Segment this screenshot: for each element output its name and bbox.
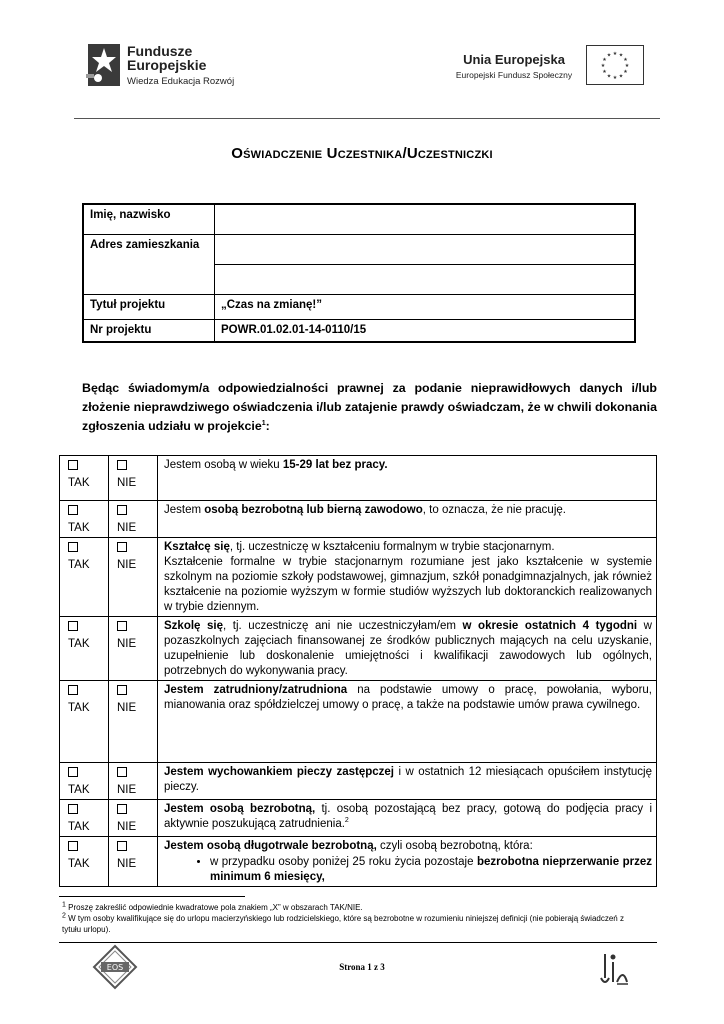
- declaration-text: Będąc świadomym/a odpowiedzialności prawnej za podanie nieprawidłowych danych i/lub złożenie nieprawdziwego oświadczenia i/lub zatajenie prawdy oświadczam, że w chwili dokonania zgłoszenia udziału w projekcie: [82, 381, 657, 433]
- nie-checkbox[interactable]: [117, 621, 127, 631]
- tak-label: TAK: [68, 522, 90, 534]
- tak-checkbox[interactable]: [68, 767, 78, 777]
- table-row: [60, 800, 657, 837]
- eos-logo-text: EOS: [106, 963, 124, 972]
- name-field[interactable]: [215, 204, 636, 234]
- svg-text:★: ★: [624, 63, 630, 69]
- statement-age: Jestem osobą w wieku 15-29 lat bez pracy.: [158, 456, 657, 501]
- table-row: [60, 763, 657, 800]
- table-row: [60, 538, 657, 617]
- organization-emblem-icon: [597, 948, 631, 990]
- nie-label: NIE: [117, 522, 137, 534]
- nie-label: NIE: [117, 477, 137, 489]
- tak-checkbox[interactable]: [68, 804, 78, 814]
- declaration-table: [59, 455, 657, 887]
- tak-checkbox[interactable]: [68, 841, 78, 851]
- name-label: Imię, nazwisko: [83, 204, 215, 234]
- statement-employed: Jestem zatrudniony/zatrudniona na podstawie umowy o pracę, powołania, wyboru, mianowania oraz spółdzielczej umowy o pracę, a także na podstawie umów prawa cywilnego.: [158, 681, 657, 763]
- fe-logo-title: Fundusze Europejskie: [127, 43, 207, 73]
- declaration-suffix: :: [265, 419, 270, 433]
- table-row: [60, 681, 657, 763]
- tak-label: TAK: [68, 821, 90, 833]
- statement-training: Szkolę się, tj. uczestniczę ani nie uczestniczyłam/em w okresie ostatnich 4 tygodni w pozaszkolnych zajęciach finansowanej ze środków publicznych mających na celu uzyskanie, uzupełnienie lub doskonalenie umiejętności i kwalifikacji zawodowych lub ogólnych, potrzebnych do wykonywania pracy.: [158, 617, 657, 681]
- nie-label: NIE: [117, 858, 137, 870]
- tak-label: TAK: [68, 559, 90, 571]
- tak-checkbox[interactable]: [68, 621, 78, 631]
- footnote-divider: [59, 896, 245, 897]
- nie-checkbox[interactable]: [117, 685, 127, 695]
- footer-divider: [59, 942, 657, 943]
- tak-label: TAK: [68, 477, 90, 489]
- nie-checkbox[interactable]: [117, 804, 127, 814]
- document-title: Oświadczenie Uczestnika/Uczestniczki: [231, 145, 493, 162]
- page-number: Strona 1 z 3: [339, 962, 385, 972]
- statement-foster-care: Jestem wychowankiem pieczy zastępczej i w ostatnich 12 miesiącach opuściłem instytucję pieczy.: [158, 763, 657, 800]
- nie-checkbox[interactable]: [117, 841, 127, 851]
- table-row: [60, 617, 657, 681]
- project-number-value: POWR.01.02.01-14-0110/15: [215, 319, 636, 342]
- project-title-value: „Czas na zmianę!”: [215, 294, 636, 319]
- eu-logo-subtitle: Europejski Fundusz Społeczny: [455, 70, 573, 80]
- declaration-paragraph: [82, 379, 657, 436]
- nie-checkbox[interactable]: [117, 505, 127, 515]
- address-field-2[interactable]: [215, 264, 636, 294]
- svg-text:★: ★: [612, 51, 618, 57]
- tak-checkbox[interactable]: [68, 460, 78, 470]
- footnote-ref-2: 2: [344, 817, 349, 825]
- nie-label: NIE: [117, 638, 137, 650]
- tak-label: TAK: [68, 702, 90, 714]
- header-divider: [74, 118, 660, 119]
- tak-label: TAK: [68, 858, 90, 870]
- nie-checkbox[interactable]: [117, 767, 127, 777]
- tak-label: TAK: [68, 638, 90, 650]
- svg-text:★: ★: [600, 63, 606, 69]
- fe-logo-subtitle: Wiedza Edukacja Rozwój: [127, 76, 235, 87]
- footnote-ref-1: 1: [261, 419, 266, 427]
- svg-text:★: ★: [618, 52, 624, 59]
- project-number-label: Nr projektu: [83, 319, 215, 342]
- nie-checkbox[interactable]: [117, 460, 127, 470]
- svg-text:★: ★: [612, 75, 618, 81]
- project-title-label: Tytuł projektu: [83, 294, 215, 319]
- statement-unemployed: Jestem osobą bezrobotną, tj. osobą pozostającą bez pracy, gotową do podjęcia pracy i aktywnie poszukującą zatrudnienia.$^2$: [158, 800, 657, 837]
- svg-text:★: ★: [602, 69, 607, 75]
- nie-label: NIE: [117, 821, 137, 833]
- eu-flag-icon: [586, 45, 644, 85]
- table-row: [60, 837, 657, 887]
- tak-label: TAK: [68, 784, 90, 796]
- statement-unemployed-inactive: Jestem osobą bezrobotną lub bierną zawodowo, to oznacza, że nie pracuję.: [158, 501, 657, 538]
- svg-text:★: ★: [618, 73, 624, 80]
- svg-text:★: ★: [623, 57, 628, 63]
- eu-logo-title: Unia Europejska: [463, 52, 565, 67]
- address-label: Adres zamieszkania: [83, 234, 215, 294]
- svg-text:★: ★: [623, 69, 628, 75]
- project-info-table: [82, 203, 636, 343]
- nie-label: NIE: [117, 559, 137, 571]
- tak-checkbox[interactable]: [68, 685, 78, 695]
- statement-education: Kształcę się, tj. uczestniczę w kształceniu formalnym w trybie stacjonarnym. Kształcenie formalne w trybie stacjonarnym rozumiane jest jako kształcenie w systemie szkolnym na poziomie szkoły podstawowej, gimnazjum, szkół ponadgimnazjalnych, jak również kształcenie na poziomie wyższym w formie studiów wyższych lub doktoranckich realizowanych w trybie dziennym.: [158, 538, 657, 617]
- nie-label: NIE: [117, 784, 137, 796]
- address-field-1[interactable]: [215, 234, 636, 264]
- table-row: [60, 501, 657, 538]
- footnote-1: $^1$ Proszę zakreślić odpowiednie kwadratowe pola znakiem „X” w obszarach TAK/NIE.: [62, 901, 363, 912]
- svg-text:★: ★: [606, 52, 612, 59]
- list-item: • w przypadku osoby poniżej 25 roku życia pozostaje bezrobotna nieprzerwanie przez minimum 6 miesięcy,: [210, 855, 652, 885]
- nie-label: NIE: [117, 702, 137, 714]
- tak-checkbox[interactable]: [68, 505, 78, 515]
- tak-checkbox[interactable]: [68, 542, 78, 552]
- svg-text:★: ★: [602, 57, 607, 63]
- statement-long-term-unemployed: Jestem osobą długotrwale bezrobotną, czyli osobą bezrobotną, która: • w przypadku osoby poniżej 25 roku życia pozostaje bezrobotna nieprzerwanie przez minimum 6 miesięcy,: [158, 837, 657, 887]
- footnote-2: $^2$ W tym osoby kwalifikujące się do urlopu macierzyńskiego lub rodzicielskiego, które są bezrobotne w rozumieniu niniejszej definicji (nie pobierają świadczeń z tytułu urlopu).: [62, 912, 624, 934]
- nie-checkbox[interactable]: [117, 542, 127, 552]
- svg-text:★: ★: [606, 73, 612, 80]
- fe-star-icon: [86, 38, 126, 94]
- table-row: [60, 456, 657, 501]
